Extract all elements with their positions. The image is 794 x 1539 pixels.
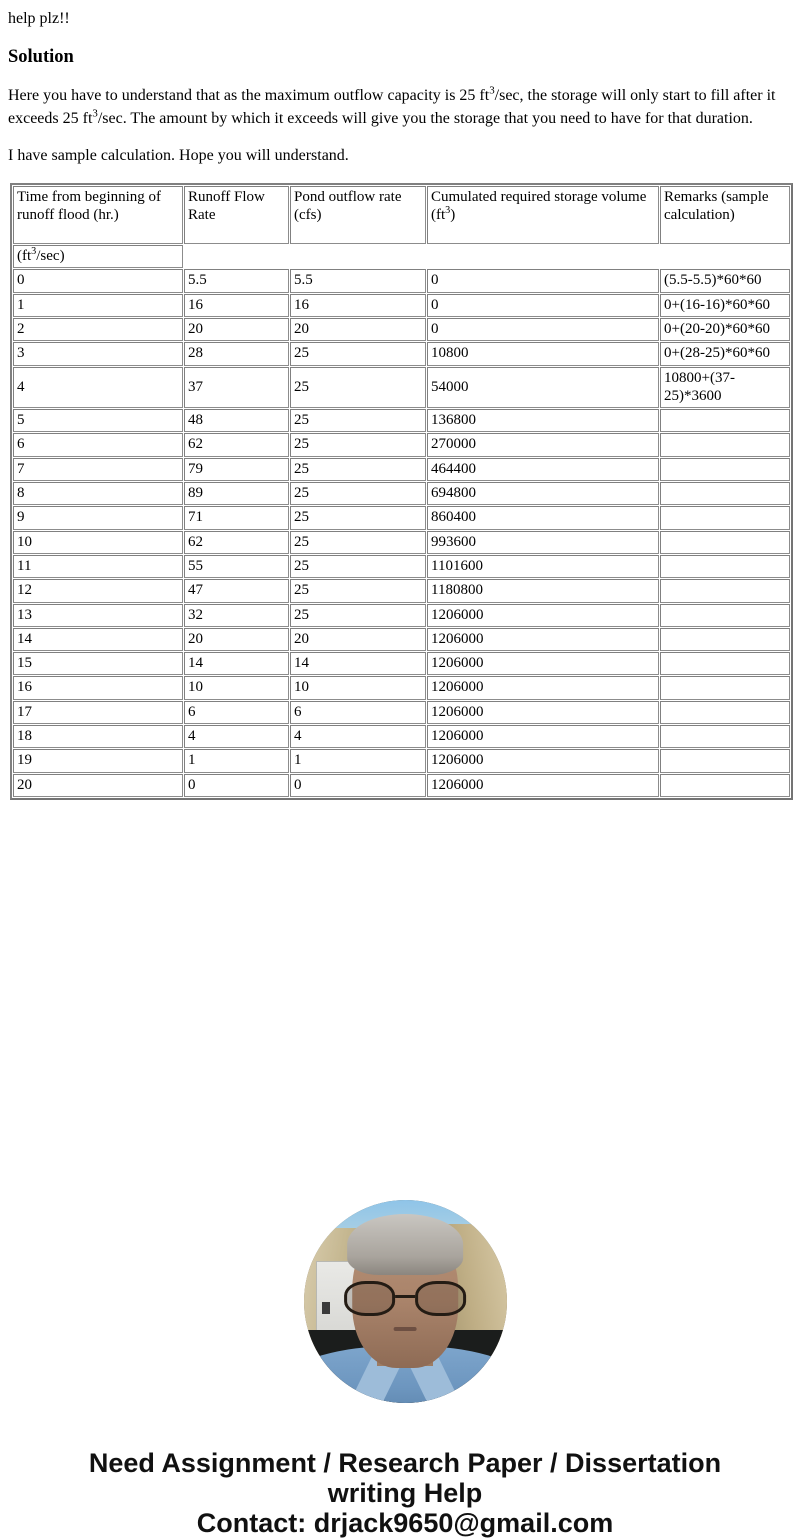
cell-remarks [660,555,790,578]
sample-calculation-note: I have sample calculation. Hope you will understand. [8,147,349,165]
cell-outflow: 25 [290,555,426,578]
cell-time: 4 [13,367,183,409]
table-body [13,269,790,797]
table-row [13,433,790,456]
table-row [13,652,790,675]
cell-volume: 54000 [427,367,659,409]
cell-outflow: 25 [290,531,426,554]
cell-remarks [660,628,790,651]
cell-time: 16 [13,676,183,699]
cell-runoff: 1 [184,749,289,772]
cell-time: 8 [13,482,183,505]
cell-outflow: 25 [290,604,426,627]
cell-volume: 1206000 [427,701,659,724]
avatar-background-panel-dot [322,1302,330,1314]
cell-runoff: 62 [184,433,289,456]
storage-calculation-table [10,183,793,800]
table-row [13,409,790,432]
cell-outflow: 5.5 [290,269,426,292]
cell-time: 6 [13,433,183,456]
solution-heading: Solution [8,46,74,67]
cell-volume: 1206000 [427,676,659,699]
cell-volume: 1206000 [427,604,659,627]
header-remarks-label: Remarks (sample calculation) [664,189,769,224]
cell-outflow: 6 [290,701,426,724]
cell-volume: 1180800 [427,579,659,602]
avatar-hair [347,1214,463,1275]
cell-outflow: 20 [290,628,426,651]
superscript-3-first: 3 [489,84,495,97]
cell-runoff: 55 [184,555,289,578]
cell-volume: 1206000 [427,652,659,675]
cell-time: 7 [13,458,183,481]
cell-remarks [660,579,790,602]
header-volume-superscript: 3 [445,205,451,217]
cell-volume: 694800 [427,482,659,505]
cell-runoff: 4 [184,725,289,748]
cell-remarks: (5.5-5.5)*60*60 [660,269,790,292]
table-row [13,269,790,292]
explanation-part-2: /sec, the storage will only start to fill after it exceeds 25 ft [8,86,776,127]
cell-runoff: 6 [184,701,289,724]
explanation-paragraph [8,85,786,130]
header-runoff-label: Runoff Flow Rate [188,189,265,224]
table-row [13,555,790,578]
header-outflow-label: Pond outflow rate (cfs) [294,189,402,224]
cell-remarks [660,725,790,748]
cell-outflow: 1 [290,749,426,772]
cell-remarks: 0+(28-25)*60*60 [660,342,790,365]
promo-contact: Contact: drjack9650@gmail.com [196,1508,614,1539]
cell-runoff: 16 [184,294,289,317]
cell-remarks [660,774,790,797]
cell-remarks [660,652,790,675]
cell-time: 20 [13,774,183,797]
cell-volume: 860400 [427,506,659,529]
header-outflow [290,186,426,244]
avatar-glasses-lens-left [344,1281,395,1316]
table-row [13,367,790,409]
table-header [13,186,790,268]
cell-remarks [660,482,790,505]
subheader-blank-1 [184,245,289,268]
cell-runoff: 47 [184,579,289,602]
header-volume-label: Cumulated required storage volume (ft [431,189,647,224]
cell-time: 17 [13,701,183,724]
cell-runoff: 0 [184,774,289,797]
cell-outflow: 25 [290,367,426,409]
explanation-part-3: /sec. The amount by which it exceeds will give you the storage that you need to have for that duration. [97,109,753,127]
promo-footer [8,1448,794,1539]
cell-outflow: 20 [290,318,426,341]
header-remarks [660,186,790,244]
table-row [13,342,790,365]
cell-volume: 136800 [427,409,659,432]
table-row [13,676,790,699]
cell-runoff: 32 [184,604,289,627]
header-time-label: Time from beginning of runoff flood (hr.) [17,189,162,224]
cell-time: 13 [13,604,183,627]
cell-remarks: 10800+(37-25)*3600 [660,367,790,409]
avatar-glasses-bridge [395,1295,414,1298]
table-row [13,725,790,748]
cell-outflow: 16 [290,294,426,317]
cell-outflow: 0 [290,774,426,797]
header-runoff [184,186,289,244]
promo-line-2: writing Help [327,1478,483,1509]
cell-remarks [660,506,790,529]
cell-outflow: 25 [290,579,426,602]
avatar-glasses-lens-right [415,1281,466,1316]
table-row [13,749,790,772]
cell-remarks [660,433,790,456]
table-row [13,604,790,627]
avatar-container [8,1200,794,1403]
table-row [13,294,790,317]
cell-time: 19 [13,749,183,772]
header-volume [427,186,659,244]
cell-outflow: 25 [290,506,426,529]
table-row [13,531,790,554]
cell-runoff: 20 [184,318,289,341]
cell-time: 1 [13,294,183,317]
table-row [13,701,790,724]
cell-outflow: 4 [290,725,426,748]
cell-runoff: 71 [184,506,289,529]
cell-time: 15 [13,652,183,675]
cell-runoff: 62 [184,531,289,554]
header-row [13,186,790,244]
cell-runoff: 48 [184,409,289,432]
cell-remarks [660,749,790,772]
superscript-3-second: 3 [92,107,98,120]
cell-volume: 1101600 [427,555,659,578]
cell-volume: 1206000 [427,749,659,772]
cell-volume: 1206000 [427,774,659,797]
cell-remarks: 0+(16-16)*60*60 [660,294,790,317]
header-volume-suffix: ) [450,207,456,224]
cell-remarks [660,409,790,432]
subheader-units [13,245,183,268]
table-row [13,628,790,651]
header-time [13,186,183,244]
cell-outflow: 14 [290,652,426,675]
cell-volume: 1206000 [427,725,659,748]
cell-time: 0 [13,269,183,292]
table-row [13,774,790,797]
table-row [13,579,790,602]
table-row [13,482,790,505]
cell-runoff: 10 [184,676,289,699]
explanation-part-1: Here you have to understand that as the maximum outflow capacity is 25 ft [8,86,490,104]
cell-outflow: 25 [290,409,426,432]
cell-time: 14 [13,628,183,651]
cell-outflow: 10 [290,676,426,699]
table-row [13,458,790,481]
cell-time: 10 [13,531,183,554]
avatar [304,1200,507,1403]
cell-time: 9 [13,506,183,529]
cell-outflow: 25 [290,482,426,505]
cell-runoff: 79 [184,458,289,481]
cell-volume: 993600 [427,531,659,554]
cell-runoff: 28 [184,342,289,365]
cell-volume: 0 [427,318,659,341]
cell-runoff: 14 [184,652,289,675]
cell-runoff: 89 [184,482,289,505]
cell-outflow: 25 [290,342,426,365]
avatar-glasses [344,1281,466,1316]
cell-time: 3 [13,342,183,365]
cell-volume: 10800 [427,342,659,365]
subheader-blank-3 [427,245,659,268]
cell-remarks [660,676,790,699]
subheader-blank-4 [660,245,790,268]
subheader-units-suffix: /sec) [36,248,65,265]
cell-time: 2 [13,318,183,341]
cell-volume: 270000 [427,433,659,456]
cell-volume: 0 [427,269,659,292]
cell-time: 11 [13,555,183,578]
table-row [13,506,790,529]
table-row [13,318,790,341]
cell-remarks: 0+(20-20)*60*60 [660,318,790,341]
help-text: help plz!! [8,10,70,27]
cell-time: 5 [13,409,183,432]
cell-time: 12 [13,579,183,602]
subheader-units-prefix: (ft [17,248,32,265]
cell-volume: 1206000 [427,628,659,651]
cell-outflow: 25 [290,433,426,456]
cell-runoff: 5.5 [184,269,289,292]
cell-volume: 464400 [427,458,659,481]
cell-time: 18 [13,725,183,748]
cell-remarks [660,701,790,724]
cell-runoff: 37 [184,367,289,409]
cell-outflow: 25 [290,458,426,481]
cell-volume: 0 [427,294,659,317]
cell-remarks [660,458,790,481]
cell-runoff: 20 [184,628,289,651]
cell-remarks [660,604,790,627]
avatar-mouth [393,1327,416,1331]
subheader-row [13,245,790,268]
subheader-units-superscript: 3 [31,246,37,258]
promo-line-1: Need Assignment / Research Paper / Dissertation [88,1447,722,1478]
cell-remarks [660,531,790,554]
subheader-blank-2 [290,245,426,268]
